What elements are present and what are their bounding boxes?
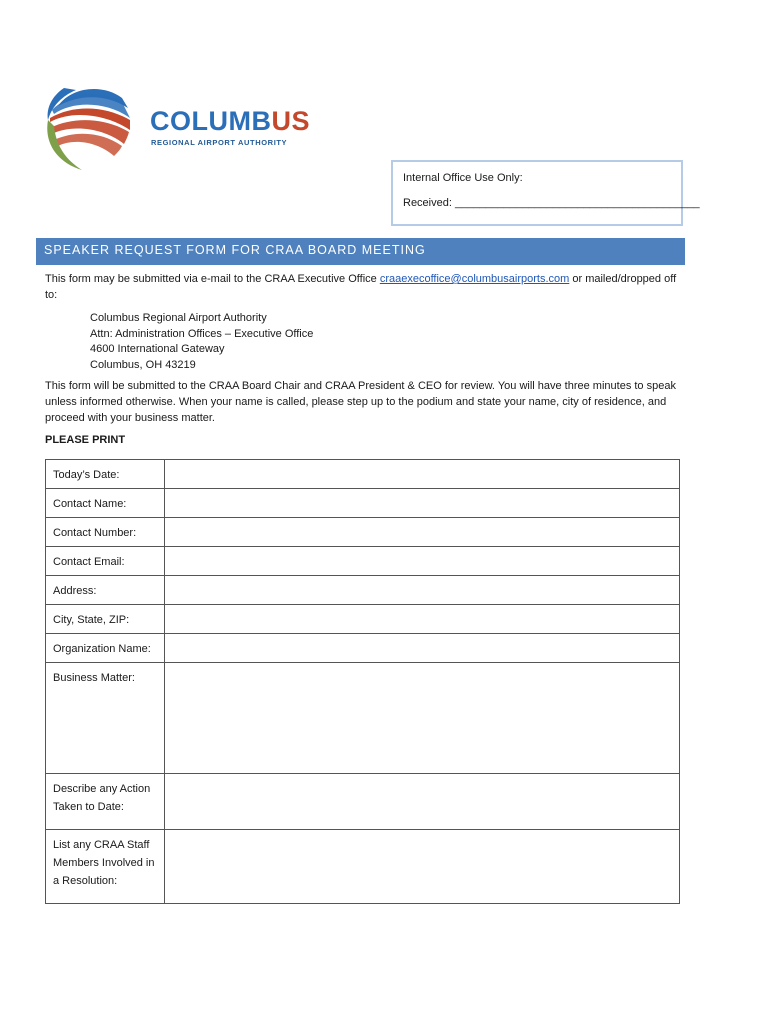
city-state-zip-field[interactable] [165,605,680,634]
field-label: List any CRAA Staff Members Involved in a Resolution: [46,830,165,904]
table-row [46,830,680,904]
field-label: Address: [46,576,165,605]
table-row [46,663,680,774]
craa-staff-involved-field[interactable] [165,830,680,904]
form-title-banner: SPEAKER REQUEST FORM FOR CRAA BOARD MEETING [36,238,685,265]
address-field[interactable] [165,576,680,605]
mailing-address [90,311,313,373]
address-line: Columbus Regional Airport Authority [90,312,267,324]
field-label: Today’s Date: [46,460,165,489]
table-row [46,547,680,576]
table-row [46,605,680,634]
table-row [46,489,680,518]
table-row [46,576,680,605]
globe-logo-icon [44,80,134,172]
address-line: Attn: Administration Offices – Executive Office [90,327,314,340]
field-label: Contact Number: [46,518,165,547]
organization-name-field[interactable] [165,634,680,663]
field-label: City, State, ZIP: [46,605,165,634]
table-row [46,634,680,663]
logo [44,80,314,172]
contact-email-field[interactable] [165,547,680,576]
field-label: Contact Email: [46,547,165,576]
table-row [46,518,680,547]
executive-office-email-link[interactable]: craaexecoffice@columbusairports.com [379,273,570,285]
office-use-label: Internal Office Use Only: [403,172,523,184]
internal-office-box [391,160,700,226]
table-row [46,460,680,489]
please-print-label: PLEASE PRINT [45,434,126,446]
contact-number-field[interactable] [165,518,680,547]
field-label: Contact Name: [46,489,165,518]
field-label: Organization Name: [46,634,165,663]
action-taken-field[interactable] [165,774,680,830]
logo-name: COLUMBUS [150,106,310,136]
table-row [46,774,680,830]
address-line: Columbus, OH 43219 [90,358,196,371]
contact-name-field[interactable] [165,489,680,518]
business-matter-field[interactable] [165,663,680,774]
field-label: Business Matter: [46,663,165,774]
address-line: 4600 International Gateway [90,343,225,355]
received-line: Received: ________________________________________ [403,197,700,209]
todays-date-field[interactable] [165,460,680,489]
speaker-request-table [45,459,680,904]
logo-subtitle: REGIONAL AIRPORT AUTHORITY [151,138,288,147]
instructions-paragraph: This form will be submitted to the CRAA Board Chair and CRAA President & CEO for review. You will have three minutes to speak unless informed otherwise. When your name is called, please step up to the podium and state your name, city of residence, and proceed with your business matter. [45,380,676,424]
intro-paragraph: This form may be submitted via e-mail to the CRAA Executive Office craaexecoffice@columbusairports.com or mailed/dropped off to: [45,273,677,301]
field-label: Describe any Action Taken to Date: [46,774,165,830]
